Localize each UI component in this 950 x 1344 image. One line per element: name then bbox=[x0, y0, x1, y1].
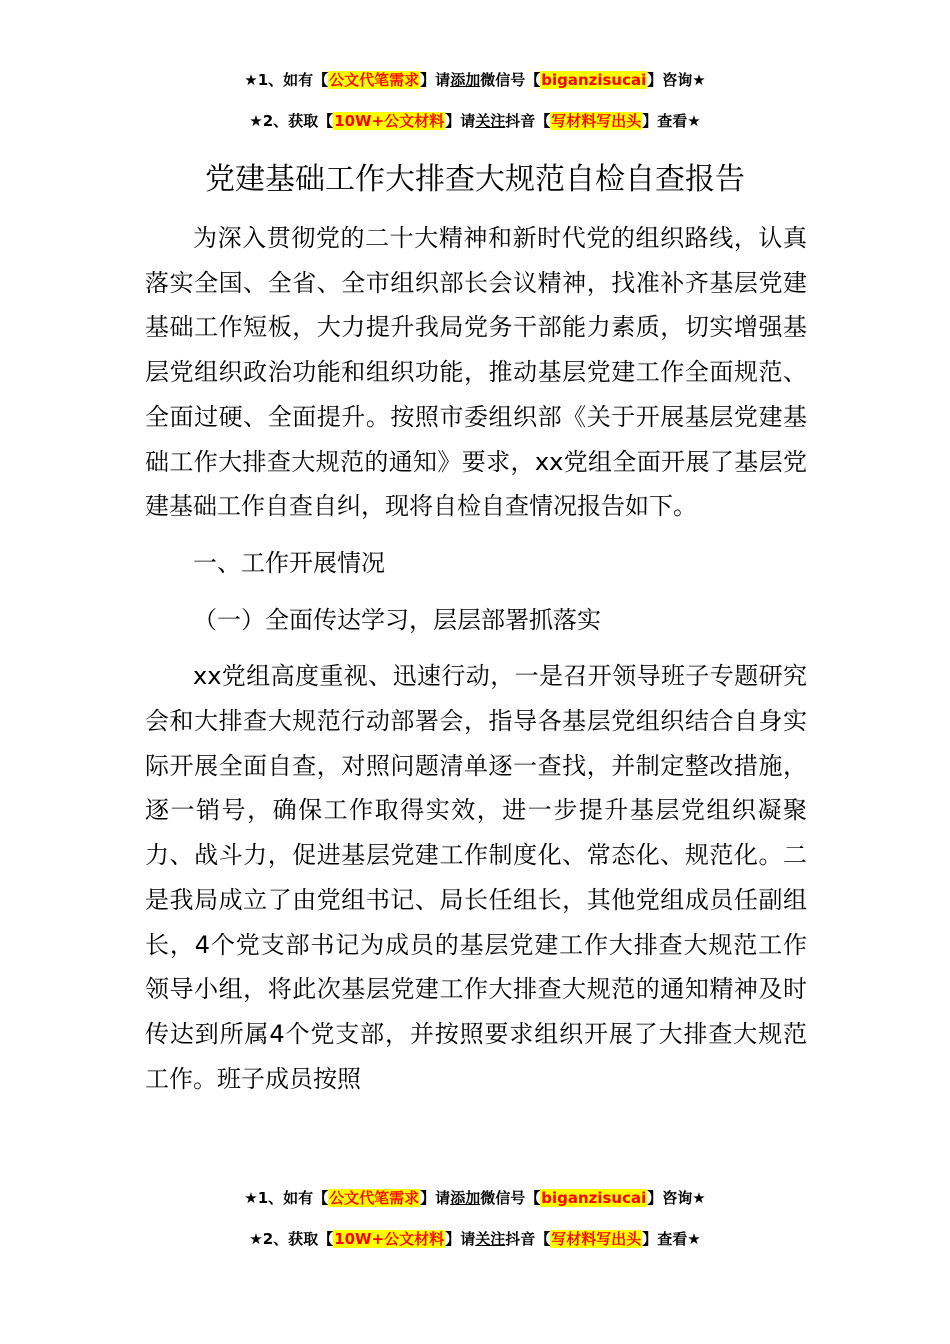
promo-text: 】请 bbox=[420, 71, 451, 89]
document-body bbox=[145, 216, 807, 1101]
promo-suffix: 】咨询★ bbox=[647, 1189, 706, 1207]
promo-suffix: 】咨询★ bbox=[647, 71, 706, 89]
section-heading: 一、工作开展情况 bbox=[193, 548, 385, 577]
promo-text: 】请 bbox=[445, 112, 476, 130]
promo-prefix: ★1、如有【 bbox=[244, 1189, 329, 1207]
document-title: 党建基础工作大排查大规范自检自查报告 bbox=[205, 162, 745, 197]
promo-text: 】请 bbox=[420, 1189, 451, 1207]
promo-douyin-id: 写材料写出头 bbox=[551, 1230, 642, 1248]
promo-text: 微信号【 bbox=[480, 71, 541, 89]
subsection-heading: （一）全面传达学习，层层部署抓落实 bbox=[193, 605, 601, 634]
promo-wechat-id: biganzisucai bbox=[541, 1189, 647, 1207]
promo-text: 抖音【 bbox=[505, 112, 551, 130]
promo-highlight: 公文代笔需求 bbox=[329, 1189, 420, 1207]
promo-highlight: 10W+公文材料 bbox=[334, 1230, 445, 1248]
promo-prefix: ★2、获取【 bbox=[249, 1230, 334, 1248]
body-paragraph: xx党组高度重视、迅速行动，一是召开领导班子专题研究会和大排查大规范行动部署会，指导各基层党组织结合自身实际开展全面自查，对照问题清单逐一查找，并制定整改措施，逐一销号，确保工作取得实效，进一步提升基层党组织凝聚力、战斗力，促进基层党建工作制度化、常态化、规范化。二是我局成立了由党组书记、局长任组长，其他党组成员任副组长，4个党支部书记为成员的基层党建工作大排查大规范工作领导小组，将此次基层党建工作大排查大规范的通知精神及时传达到所属4个党支部，并按照要求组织开展了大排查大规范工作。班子成员按照 bbox=[145, 662, 807, 1093]
promo-prefix: ★1、如有【 bbox=[244, 71, 329, 89]
promo-underlined-text: 添加 bbox=[450, 71, 481, 89]
promo-underlined-text: 关注 bbox=[475, 1230, 506, 1248]
footer-promo-line-1 bbox=[0, 1187, 950, 1209]
promo-highlight: 公文代笔需求 bbox=[329, 71, 420, 89]
promo-underlined-text: 添加 bbox=[450, 1189, 481, 1207]
footer-promo-line-2 bbox=[0, 1228, 950, 1250]
promo-text: 】请 bbox=[445, 1230, 476, 1248]
intro-paragraph: 为深入贯彻党的二十大精神和新时代党的组织路线，认真落实全国、全省、全市组织部长会议精神，找准补齐基层党建基础工作短板，大力提升我局党务干部能力素质，切实增强基层党组织政治功能和组织功能，推动基层党建工作全面规范、全面过硬、全面提升。按照市委组织部《关于开展基层党建基础工作大排查大规范的通知》要求，xx党组全面开展了基层党建基础工作自查自纠，现将自检自查情况报告如下。 bbox=[145, 224, 807, 521]
header-promo-line-2 bbox=[0, 110, 950, 132]
promo-underlined-text: 关注 bbox=[475, 112, 506, 130]
promo-highlight: 10W+公文材料 bbox=[334, 112, 445, 130]
promo-text: 抖音【 bbox=[505, 1230, 551, 1248]
header-promo-line-1 bbox=[0, 69, 950, 91]
promo-prefix: ★2、获取【 bbox=[249, 112, 334, 130]
promo-wechat-id: biganzisucai bbox=[541, 71, 647, 89]
promo-douyin-id: 写材料写出头 bbox=[551, 112, 642, 130]
promo-suffix: 】查看★ bbox=[642, 112, 701, 130]
promo-text: 微信号【 bbox=[480, 1189, 541, 1207]
promo-suffix: 】查看★ bbox=[642, 1230, 701, 1248]
